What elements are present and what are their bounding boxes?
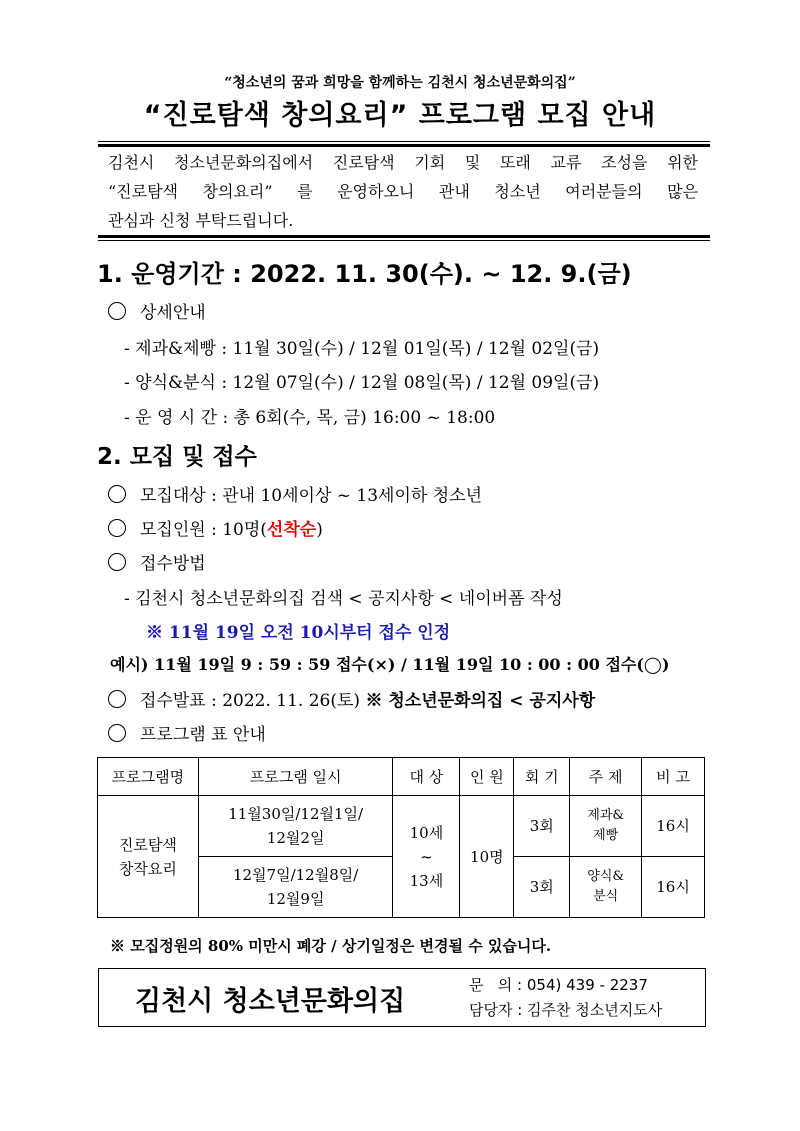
program-name-line: 진로탐색 bbox=[118, 835, 177, 854]
intro-line: “진로탐색 창의요리” 를 운영하오니 관내 청소년 여러분들의 많은 bbox=[108, 182, 698, 201]
announce-text: 접수발표 : 2022. 11. 26(토) bbox=[140, 691, 366, 711]
circle-bullet-icon bbox=[108, 485, 126, 503]
intro-bottom-rule-thick bbox=[98, 235, 710, 238]
date-cell bbox=[198, 857, 393, 918]
date-line: 12월2일 bbox=[266, 829, 325, 847]
count-text: 모집인원 : 10명( bbox=[140, 520, 267, 540]
announce-bold: ※ 청소년문화의집 < 공지사항 bbox=[365, 691, 596, 711]
program-table bbox=[97, 757, 705, 918]
contact-info bbox=[469, 973, 662, 1023]
intro-line: 김천시 청소년문화의집에서 진로탐색 기회 및 또래 교류 조성을 위한 bbox=[108, 153, 698, 172]
table-header: 비 고 bbox=[642, 758, 705, 796]
date-line: 11월30일/12월1일/ bbox=[228, 805, 364, 823]
table-label-line bbox=[108, 720, 266, 745]
table-label: 프로그램 표 안내 bbox=[140, 725, 266, 745]
intro-line: 관심과 신청 부탁드립니다. bbox=[108, 211, 294, 230]
section1-heading: 1. 운영기간 : 2022. 11. 30(수). ~ 12. 9.(금) bbox=[97, 260, 632, 288]
target-line: 10세 bbox=[409, 823, 444, 842]
section2-heading: 2. 모집 및 접수 bbox=[97, 444, 257, 470]
table-row bbox=[98, 796, 705, 857]
date-cell bbox=[198, 796, 393, 857]
table-header: 주 제 bbox=[570, 758, 642, 796]
circle-bullet-icon bbox=[108, 690, 126, 708]
people-cell: 10명 bbox=[460, 796, 514, 918]
method-line bbox=[108, 549, 206, 574]
table-header: 회 기 bbox=[514, 758, 570, 796]
organization-name: 김천시 청소년문화의집 bbox=[135, 986, 406, 1017]
program-name-cell bbox=[98, 796, 199, 918]
intro-top-rule-thick bbox=[98, 144, 710, 147]
target-line: 13세 bbox=[409, 871, 444, 890]
target-line: ~ bbox=[420, 847, 433, 866]
circle-bullet-icon bbox=[108, 553, 126, 571]
target-text: 모집대상 : 관내 10세이상 ~ 13세이하 청소년 bbox=[140, 486, 482, 506]
announce-line bbox=[108, 686, 595, 711]
topic-cell bbox=[570, 796, 642, 857]
start-notice: ※ 11월 19일 오전 10시부터 접수 인정 bbox=[146, 623, 451, 643]
program-name-line: 창작요리 bbox=[118, 859, 177, 878]
detail-label bbox=[108, 298, 206, 323]
intro-bottom-rule bbox=[98, 240, 710, 241]
slogan: “청소년의 꿈과 희망을 함께하는 김천시 청소년문화의집” bbox=[224, 75, 576, 91]
circle-bullet-icon bbox=[108, 724, 126, 742]
circle-bullet-icon bbox=[108, 302, 126, 320]
target-line bbox=[108, 481, 482, 506]
sessions-cell: 3회 bbox=[514, 857, 570, 918]
date-line: 12월9일 bbox=[266, 890, 325, 908]
manager-line: 담당자 : 김주찬 청소년지도사 bbox=[469, 1001, 663, 1019]
detail-label-text: 상세안내 bbox=[140, 303, 206, 323]
page-title: “진로탐색 창의요리” 프로그램 모집 안내 bbox=[143, 100, 657, 131]
table-header: 프로그램명 bbox=[98, 758, 199, 796]
first-come-highlight: 선착순 bbox=[266, 520, 317, 540]
topic-line: 제빵 bbox=[593, 828, 619, 843]
example-line: 예시) 11월 19일 9 : 59 : 59 접수(×) / 11월 19일 10 : 00 : 00 접수(◯) bbox=[110, 655, 670, 674]
table-header: 대 상 bbox=[393, 758, 460, 796]
method-label: 접수방법 bbox=[140, 554, 206, 574]
schedule-item: - 제과&제빵 : 11월 30일(수) / 12월 01일(목) / 12월 02일(금) bbox=[124, 339, 600, 359]
date-line: 12월7일/12월8일/ bbox=[232, 866, 359, 884]
topic-cell bbox=[570, 857, 642, 918]
method-detail: - 김천시 청소년문화의집 검색 < 공지사항 < 네이버폼 작성 bbox=[124, 589, 563, 609]
intro-top-rule bbox=[98, 141, 710, 142]
topic-line: 제과& bbox=[587, 808, 624, 823]
sessions-cell: 3회 bbox=[514, 796, 570, 857]
count-suffix: ) bbox=[316, 520, 323, 540]
topic-line: 양식& bbox=[587, 869, 624, 884]
table-header: 프로그램 일시 bbox=[198, 758, 393, 796]
footnote: ※ 모집정원의 80% 미만시 폐강 / 상기일정은 변경될 수 있습니다. bbox=[110, 937, 552, 955]
schedule-item: - 양식&분식 : 12월 07일(수) / 12월 08일(목) / 12월 09일(금) bbox=[124, 373, 600, 393]
target-cell bbox=[393, 796, 460, 918]
footer-box bbox=[98, 968, 706, 1027]
note-cell: 16시 bbox=[642, 857, 705, 918]
note-cell: 16시 bbox=[642, 796, 705, 857]
count-line bbox=[108, 515, 323, 540]
topic-line: 분식 bbox=[593, 889, 619, 904]
phone-line: 문 의 : 054) 439 - 2237 bbox=[469, 976, 648, 994]
table-header: 인 원 bbox=[460, 758, 514, 796]
table-header-row bbox=[98, 758, 705, 796]
schedule-item: - 운 영 시 간 : 총 6회(수, 목, 금) 16:00 ~ 18:00 bbox=[124, 408, 496, 428]
circle-bullet-icon bbox=[108, 519, 126, 537]
intro-paragraph bbox=[108, 148, 698, 235]
